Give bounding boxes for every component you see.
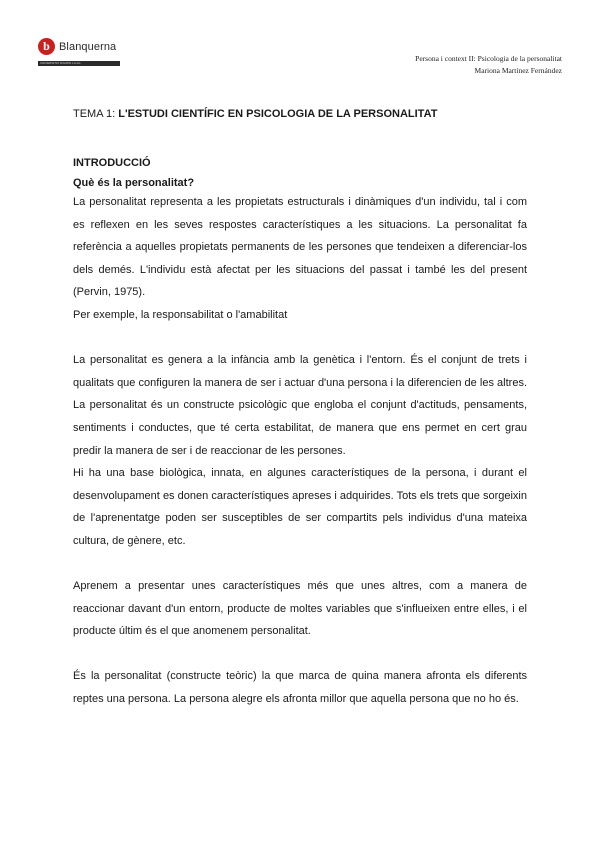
- paragraph: Per exemple, la responsabilitat o l'amabilitat: [73, 308, 288, 321]
- course-title: Persona i context II: Psicologia de la personalitat: [415, 54, 562, 63]
- author-name: Mariona Martínez Fernández: [474, 66, 562, 75]
- document-body: [73, 108, 527, 711]
- logo-name: Blanquerna: [59, 40, 117, 53]
- paragraph: La personalitat representa a les propietats estructurals i dinàmiques d'un individu, tal i com es reflexen en les seves respostes característiques a les situacions. La personalitat fa referència a aquelles propietats permanents de les persones que tendeixen a diferenciar-los dels demés. L'individu està afectat per les situacions del passat i també les del present (Pervin, 1975).: [73, 196, 527, 299]
- question-heading: Què és la personalitat?: [73, 177, 195, 189]
- paragraph: És la personalitat (constructe teòric) la que marca de quina manera afronta els diferents reptes una persona. La persona alegre els afronta millor que aquella persona que no ho és.: [73, 670, 527, 706]
- paragraph: La personalitat es genera a la infància amb la genètica i l'entorn. És el conjunt de trets i qualitats que configuren la manera de ser i actuar d'una persona i la diferencien de les altres. La personalitat és un constructe psicològic que engloba el conjunt d'actituds, pensaments, sentiments i conductes, que té certa estabilitat, de manera que ens permet en cert grau predir la manera de ser i de reaccionar de les persones.: [73, 354, 527, 457]
- section-heading: INTRODUCCIÓ: [73, 157, 151, 169]
- tema-prefix: TEMA 1:: [73, 108, 119, 120]
- paragraph: Hi ha una base biològica, innata, en algunes característiques de la persona, i durant el desenvolupament es donen característiques apreses i adquirides. Tots els trets que sorgeixin de l'aprenentatge poden ser susceptibles de ser compartits pels individus d'una mateixa cultura, de gènere, etc.: [73, 467, 527, 547]
- blanquerna-logo: [38, 38, 120, 66]
- logo-subtitle: UNIVERSITAT RAMON LLULL: [38, 61, 120, 66]
- tema-heading: [73, 108, 527, 120]
- tema-title: L'ESTUDI CIENTÍFIC EN PSICOLOGIA DE LA PERSONALITAT: [118, 108, 438, 120]
- paragraph: Aprenem a presentar unes característiques més que unes altres, com a manera de reaccionar davant d'un entorn, producte de moltes variables que s'influeixen entre elles, i el producte últim és el que anomenem personalitat.: [73, 580, 527, 638]
- logo-mark: b: [38, 38, 55, 55]
- page-header: [415, 53, 562, 77]
